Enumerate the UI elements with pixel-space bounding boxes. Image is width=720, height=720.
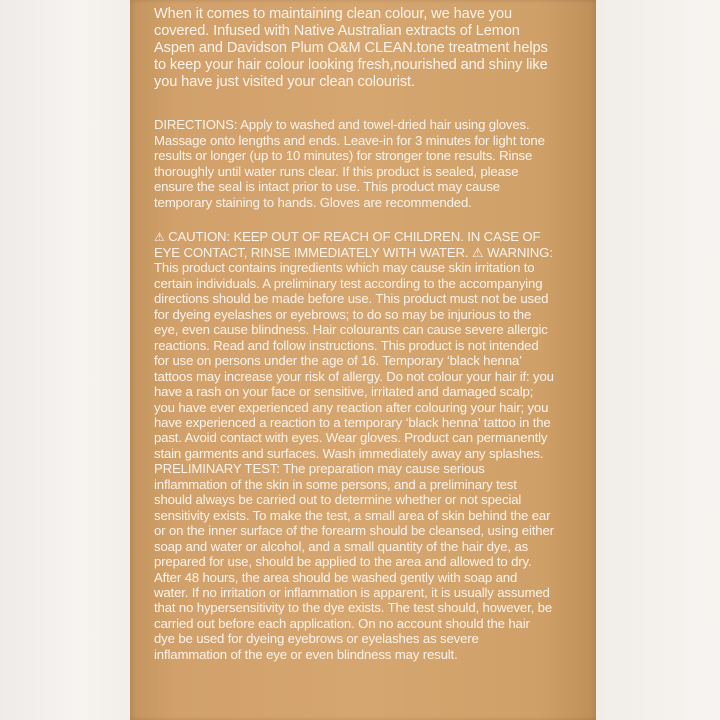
background-right — [596, 0, 720, 720]
label-copy — [154, 6, 554, 662]
caution-paragraph — [154, 229, 554, 663]
background-left — [0, 0, 130, 720]
directions-paragraph: DIRECTIONS: Apply to washed and towel-dried hair using gloves. Massage onto lengths and ends. Leave-in for 3 minutes for light tone results or longer (up to 10 minutes) for stronger tone results. Rinse thoroughly until water runs clear. If this product is sealed, please ensure the seal is intact prior to use. This product may cause temporary staining to hands. Gloves are recommended. — [154, 117, 545, 210]
intro-paragraph: When it comes to maintaining clean colour, we have you covered. Infused with Native Australian extracts of Lemon Aspen and Davidson Plum O&M CLEAN.tone treatment helps to keep your hair colour looking fresh,nourished and shiny like you have just visited your clean colourist. — [154, 6, 548, 90]
warning-triangle-icon: ⚠ — [154, 229, 165, 244]
product-box-panel — [130, 0, 596, 720]
caution-text: CAUTION: KEEP OUT OF REACH OF CHILDREN. IN CASE OF EYE CONTACT, RINSE IMMEDIATELY WITH WATER. ⚠ WARNING: This product contains ingredients which may cause skin irritation to certain individuals. A preliminary test according to the accompanying directions should be made before use. This product must not be used for dyeing eyelashes or eyebrows; to do so may be injurious to the eye, even cause blindness. Hair colourants can cause severe allergic reactions. Read and follow instructions. This product is not intended for use on persons under the age of 16. Temporary ‘black henna’ tattoos may increase your risk of allergy. Do not colour your hair if: you have a rash on your face or sensitive, irritated and damaged scalp; you have ever experienced any reaction after colouring your hair; you have experienced a reaction to a temporary ‘black henna’ tattoo in the past. Avoid contact with eyes. Wear gloves. Product can permanently stain garments and surfaces. Wash immediately away any splashes. PRELIMINARY TEST: The preparation may cause serious inflammation of the skin in some persons, and a preliminary test should always be carried out to determine whether or not special sensitivity exists. To make the test, a small area of skin behind the ear or on the inner surface of the forearm should be cleansed, using either soap and water or alcohol, and a small quantity of the hair dye, as prepared for use, should be applied to the area and allowed to dry. After 48 hours, the area should be washed gently with soap and water. If no irritation or inflammation is apparent, it is usually assumed that no hypersensitivity to the dye exists. The test should, however, be carried out before each application. On no account should the hair dye be used for dyeing eyebrows or eyelashes as severe inflammation of the eye or even blindness may result. — [154, 228, 554, 662]
